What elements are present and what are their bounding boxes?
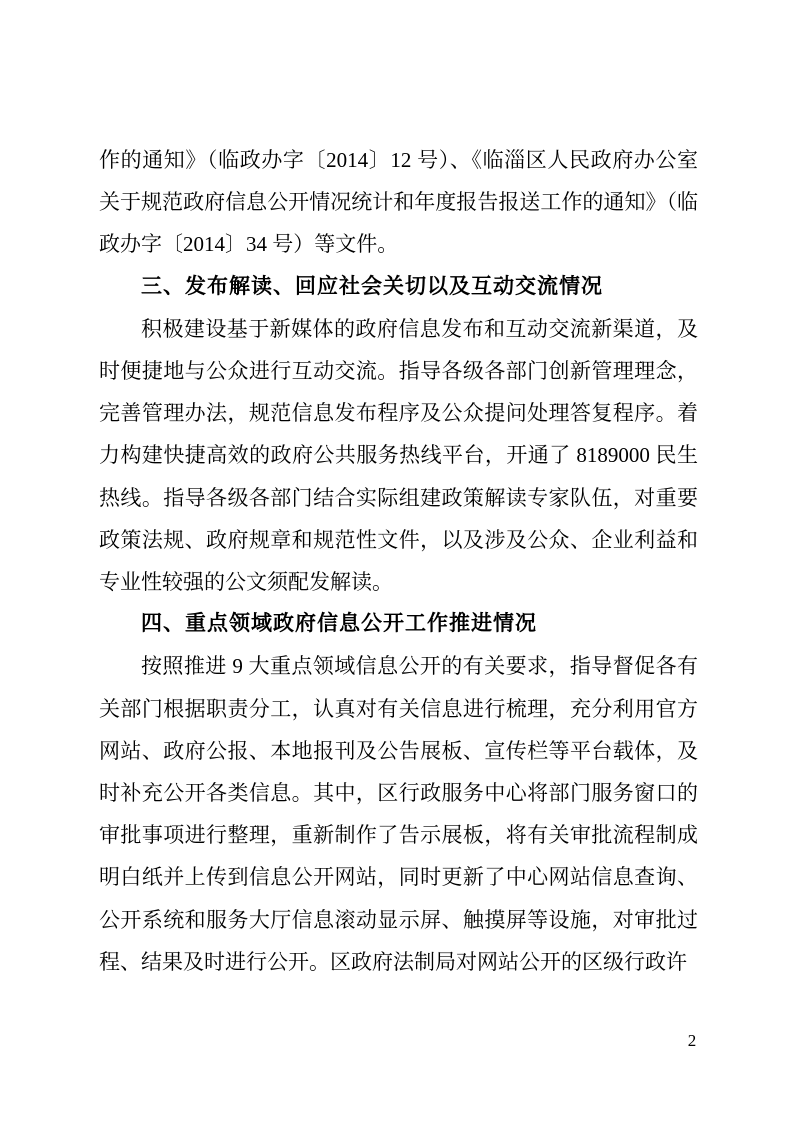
paragraph-key-areas-section: 按照推进 9 大重点领域信息公开的有关要求，指导督促各有关部门根据职责分工，认真对有关信息进行梳理，充分利用官方网站、政府公报、本地报刊及公告展板、宣传栏等平台载体，及时补充公开各类信息。其中，区行政服务中心将部门服务窗口的审批事项进行整理，重新制作了告示展板，将有关审批流程制成明白纸并上传到信息公开网站，同时更新了中心网站信息查询、公开系统和服务大厅信息滚动显示屏、触摸屏等设施，对审批过程、结果及时进行公开。区政府法制局对网站公开的区级行政许 — [99, 654, 698, 974]
paragraph-interaction-section: 积极建设基于新媒体的政府信息发布和互动交流新渠道，及时便捷地与公众进行互动交流。指导各级各部门创新管理理念，完善管理办法，规范信息发布程序及公众提问处理答复程序。着力构建快捷高效的政府公共服务热线平台，开通了 8189000 民生热线。指导各级各部门结合实际组建政策解读专家队伍，对重要政策法规、政府规章和规范性文件，以及涉及公众、企业利益和专业性较强的公文须配发解读。 — [99, 316, 698, 595]
document-body — [99, 139, 698, 983]
section-heading-three: 三、发布解读、回应社会关切以及互动交流情况 — [141, 274, 603, 298]
page-number: 2 — [687, 1031, 697, 1050]
section-heading-four: 四、重点领域政府信息公开工作推进情况 — [141, 612, 537, 636]
paragraph-continuation: 作的通知》（临政办字〔2014〕12 号）、《临淄区人民政府办公室关于规范政府信息公开情况统计和年度报告报送工作的通知》（临政办字〔2014〕34 号）等文件。 — [99, 148, 698, 257]
